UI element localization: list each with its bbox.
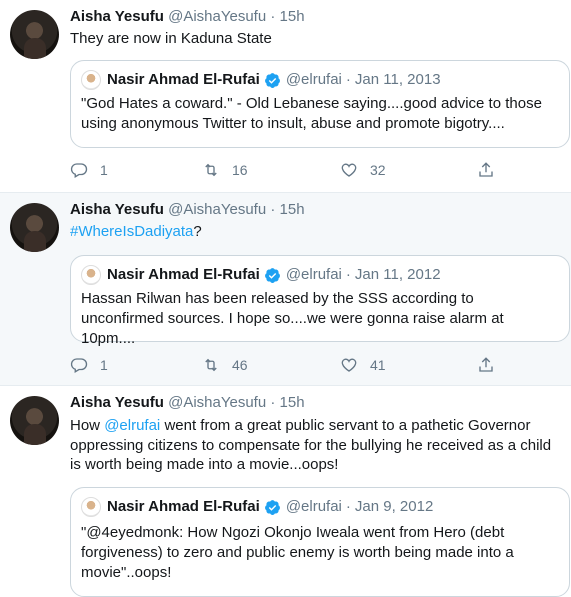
retweet-count: 16 (232, 162, 248, 178)
quoted-text: "@4eyedmonk: How Ngozi Okonjo Iweala went from Hero (debt forgiveness) to zero and public enemy is worth being made into a movie"..oops! (81, 524, 514, 581)
quoted-avatar (81, 265, 101, 285)
quoted-author-handle: @elrufai (285, 498, 342, 515)
retweet-icon (202, 161, 220, 179)
like-button[interactable] (340, 161, 386, 179)
separator: · (345, 71, 351, 88)
author-handle[interactable]: @AishaYesufu (168, 8, 267, 25)
avatar[interactable] (10, 10, 59, 59)
tweet-text-suffix: ? (193, 223, 202, 240)
verified-badge-icon (264, 499, 281, 516)
tweet-text: They are now in Kaduna State (70, 30, 272, 47)
author-name[interactable]: Aisha Yesufu (70, 394, 164, 411)
like-icon (340, 161, 358, 179)
separator: · (270, 201, 276, 218)
reply-icon (70, 161, 88, 179)
retweet-count: 46 (232, 357, 248, 373)
share-icon (477, 161, 495, 179)
hashtag-link[interactable]: #WhereIsDadiyata (70, 223, 194, 240)
reply-button[interactable] (70, 356, 108, 374)
reply-count: 1 (100, 162, 108, 178)
avatar[interactable] (10, 396, 59, 445)
quoted-author-handle: @elrufai (285, 266, 342, 283)
tweet-time[interactable]: 15h (279, 394, 305, 411)
tweet-text (70, 222, 565, 242)
share-icon (477, 356, 495, 374)
retweet-button[interactable] (202, 356, 248, 374)
tweet-1[interactable] (0, 0, 571, 192)
quoted-date: Jan 11, 2012 (354, 266, 441, 283)
tweet-time[interactable]: 15h (279, 201, 305, 218)
tweet-2[interactable] (0, 193, 571, 385)
tweet-text-suffix: went from a great public servant to a pathetic Governor oppressing citizens to compensate for the bullying he received as a child is worth being made into a movie...oops! (70, 417, 552, 473)
tweet-header (70, 393, 305, 413)
separator: · (270, 394, 276, 411)
quoted-tweet-header (81, 265, 441, 285)
quoted-text: Hassan Rilwan has been released by the SSS according to unconfirmed sources. I hope so....we were gonna raise alarm at 10pm.... (81, 290, 504, 347)
reply-button[interactable] (70, 161, 108, 179)
retweet-button[interactable] (202, 161, 248, 179)
separator: · (270, 8, 276, 25)
separator: · (345, 266, 351, 283)
author-name[interactable]: Aisha Yesufu (70, 201, 164, 218)
reply-count: 1 (100, 357, 108, 373)
like-count: 41 (370, 357, 386, 373)
share-button[interactable] (477, 356, 495, 374)
tweet-3[interactable] (0, 386, 571, 588)
verified-badge-icon (264, 72, 281, 89)
share-button[interactable] (477, 161, 495, 179)
quoted-text: "God Hates a coward." - Old Lebanese saying....good advice to those using anonymous Twitter to insult, abuse and promote bigotry.... (81, 95, 542, 132)
verified-badge-icon (264, 267, 281, 284)
quoted-date: Jan 11, 2013 (354, 71, 441, 88)
quoted-author-name: Nasir Ahmad El-Rufai (107, 498, 260, 515)
quoted-author-handle: @elrufai (285, 71, 342, 88)
tweet-actions (70, 161, 500, 183)
quoted-avatar (81, 497, 101, 517)
quoted-tweet-header (81, 70, 441, 90)
quoted-tweet[interactable] (70, 487, 570, 597)
author-handle[interactable]: @AishaYesufu (168, 394, 267, 411)
retweet-icon (202, 356, 220, 374)
quoted-tweet-header (81, 497, 433, 517)
quoted-tweet[interactable] (70, 60, 570, 148)
tweet-time[interactable]: 15h (279, 8, 305, 25)
tweet-text-prefix: How (70, 417, 105, 434)
like-count: 32 (370, 162, 386, 178)
quoted-tweet[interactable] (70, 255, 570, 347)
avatar[interactable] (10, 203, 59, 252)
separator: · (345, 498, 351, 515)
quoted-avatar (81, 70, 101, 90)
quoted-date: Jan 9, 2012 (354, 498, 434, 515)
mention-link[interactable]: @elrufai (104, 417, 161, 434)
quoted-author-name: Nasir Ahmad El-Rufai (107, 266, 260, 283)
quoted-author-name: Nasir Ahmad El-Rufai (107, 71, 260, 88)
like-button[interactable] (340, 356, 386, 374)
tweet-header (70, 7, 305, 27)
tweet-text (70, 416, 566, 475)
reply-icon (70, 356, 88, 374)
author-name[interactable]: Aisha Yesufu (70, 8, 164, 25)
tweet-actions (70, 356, 500, 378)
like-icon (340, 356, 358, 374)
author-handle[interactable]: @AishaYesufu (168, 201, 267, 218)
tweet-header (70, 200, 305, 220)
